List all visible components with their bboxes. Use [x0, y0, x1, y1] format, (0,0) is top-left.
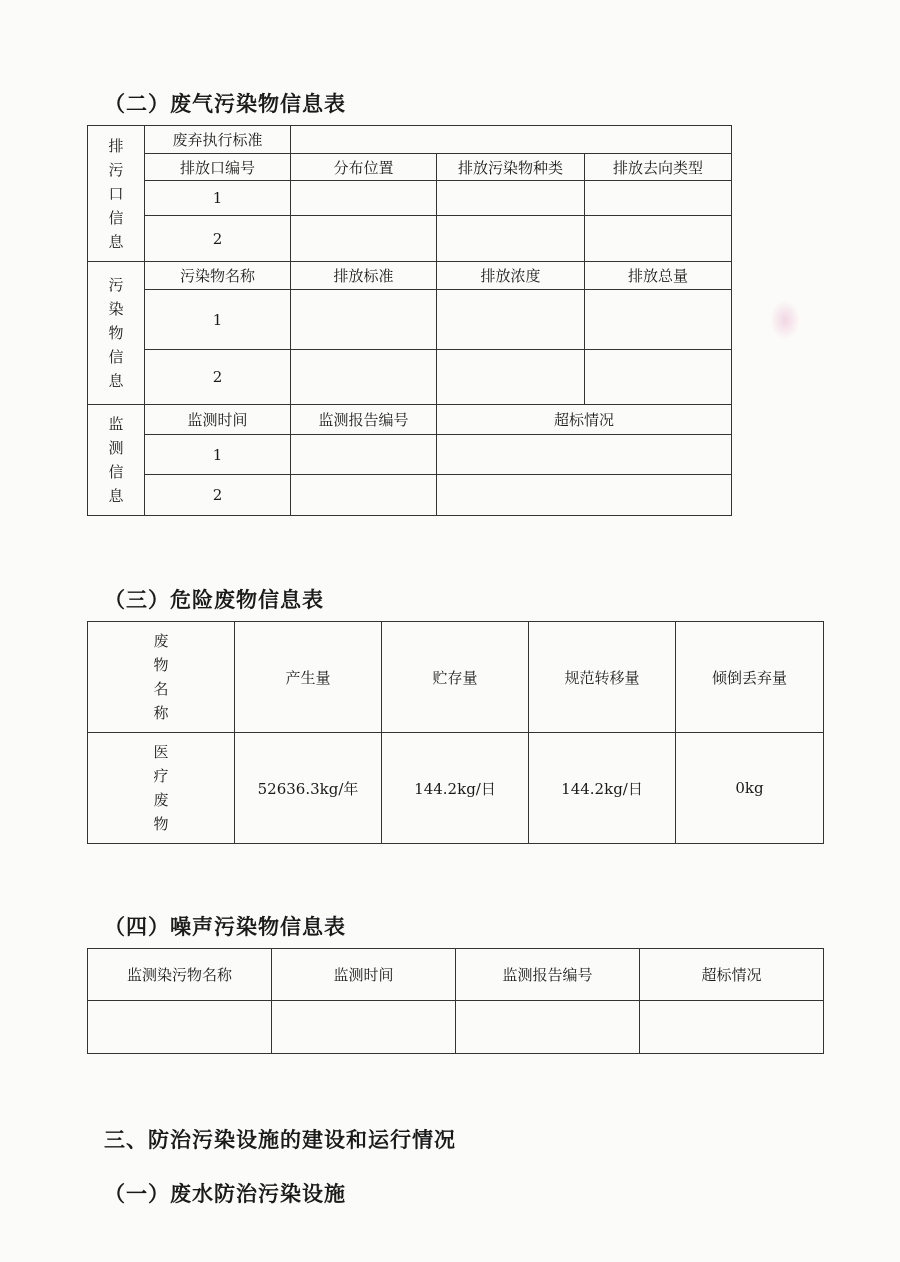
air-pollutant-heading: （二）废气污染物信息表 [104, 91, 346, 116]
table-cell [291, 435, 437, 475]
table-cell: 0kg [676, 733, 824, 844]
column-header: 规范转移量 [529, 622, 676, 733]
table-cell: 144.2kg/日 [529, 733, 676, 844]
table-cell: 1 [145, 435, 291, 475]
table-cell [585, 350, 732, 405]
table-row [88, 1001, 824, 1054]
table-cell [456, 1001, 640, 1054]
table-cell [291, 290, 437, 350]
waste-name-cell: 医 疗 废 物 [88, 733, 235, 844]
waste-name-header: 废 物 名 称 [88, 622, 235, 733]
table-cell [291, 216, 437, 262]
column-header: 产生量 [235, 622, 382, 733]
column-header: 监测报告编号 [291, 405, 437, 435]
table-cell [437, 435, 732, 475]
column-header: 排放总量 [585, 262, 732, 290]
column-header: 监测报告编号 [456, 949, 640, 1001]
column-header: 排放标准 [291, 262, 437, 290]
table-cell: 2 [145, 216, 291, 262]
table-row [88, 290, 732, 350]
group-label-outlet: 排 污 口 信 息 [88, 126, 145, 262]
table-cell: 52636.3kg/年 [235, 733, 382, 844]
column-header: 分布位置 [291, 154, 437, 181]
table-cell [437, 181, 585, 216]
table-row [88, 435, 732, 475]
table-cell [291, 475, 437, 516]
table-cell: 1 [145, 290, 291, 350]
section-three-heading: 三、防治污染设施的建设和运行情况 [104, 1127, 456, 1152]
table-row [88, 733, 824, 844]
column-header: 排放污染物种类 [437, 154, 585, 181]
column-header: 监测染污物名称 [88, 949, 272, 1001]
table-cell [291, 350, 437, 405]
table-cell [585, 181, 732, 216]
table-row [88, 216, 732, 262]
standard-value [291, 126, 732, 154]
table-cell [640, 1001, 824, 1054]
column-header: 倾倒丢弃量 [676, 622, 824, 733]
table-cell [585, 290, 732, 350]
column-header: 贮存量 [382, 622, 529, 733]
table-row [88, 475, 732, 516]
standard-label: 废弃执行标准 [145, 126, 291, 154]
table-row [88, 350, 732, 405]
column-header: 监测时间 [272, 949, 456, 1001]
table-cell [291, 181, 437, 216]
column-header: 污染物名称 [145, 262, 291, 290]
column-header: 超标情况 [437, 405, 732, 435]
table-cell [585, 216, 732, 262]
noise-pollutant-heading: （四）噪声污染物信息表 [104, 914, 346, 939]
table-cell [272, 1001, 456, 1054]
group-label-pollutant: 污 染 物 信 息 [88, 262, 145, 405]
table-cell [88, 1001, 272, 1054]
air-pollutant-table [87, 125, 732, 516]
scan-mark [770, 300, 800, 340]
column-header: 排放浓度 [437, 262, 585, 290]
column-header: 超标情况 [640, 949, 824, 1001]
table-cell [437, 350, 585, 405]
hazardous-waste-heading: （三）危险废物信息表 [104, 587, 324, 612]
table-cell [437, 475, 732, 516]
column-header: 排放去向类型 [585, 154, 732, 181]
table-cell: 144.2kg/日 [382, 733, 529, 844]
wastewater-heading: （一）废水防治污染设施 [104, 1181, 346, 1206]
table-cell: 2 [145, 475, 291, 516]
group-label-monitor: 监 测 信 息 [88, 405, 145, 516]
column-header: 排放口编号 [145, 154, 291, 181]
table-cell: 2 [145, 350, 291, 405]
noise-pollutant-table [87, 948, 824, 1054]
hazardous-waste-table [87, 621, 824, 844]
column-header: 监测时间 [145, 405, 291, 435]
table-cell: 1 [145, 181, 291, 216]
table-cell [437, 216, 585, 262]
table-cell [437, 290, 585, 350]
table-row [88, 181, 732, 216]
